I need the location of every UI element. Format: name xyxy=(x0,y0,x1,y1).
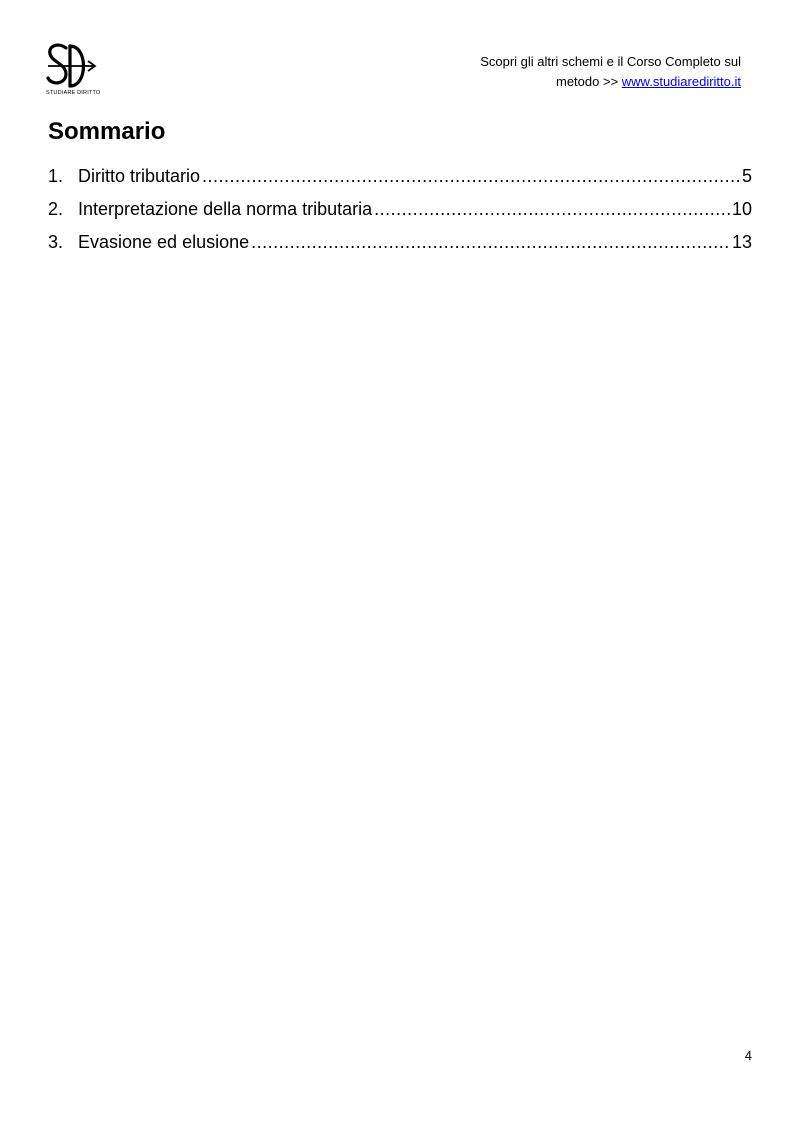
toc-entry-page: 13 xyxy=(731,232,752,252)
page-number: 4 xyxy=(744,1048,752,1063)
toc-entry-title: Diritto tributario xyxy=(78,166,201,186)
toc-entry-title: Interpretazione della norma tributaria xyxy=(78,199,373,219)
promo-line-2 xyxy=(421,72,741,92)
toc-entry-number: 2. xyxy=(48,199,64,219)
header-promo-note xyxy=(421,52,741,92)
toc-dot-leader xyxy=(251,228,730,256)
toc-dot-leader xyxy=(202,162,740,190)
toc-entry-number: 1. xyxy=(48,166,64,186)
table-of-contents xyxy=(48,162,752,261)
toc-entry-page: 10 xyxy=(731,199,752,219)
toc-entry-title: Evasione ed elusione xyxy=(78,232,250,252)
website-link[interactable]: www.studiarediritto.it xyxy=(621,74,741,89)
studiare-diritto-logo xyxy=(44,42,100,100)
toc-entry[interactable] xyxy=(48,195,752,228)
sd-logo-icon xyxy=(44,42,100,90)
toc-entry[interactable] xyxy=(48,162,752,195)
toc-entry-page: 5 xyxy=(741,166,752,186)
toc-entry[interactable] xyxy=(48,228,752,261)
promo-prefix: metodo >> xyxy=(556,74,622,89)
toc-title: Sommario xyxy=(48,118,166,145)
toc-entry-number: 3. xyxy=(48,232,64,252)
promo-line-1: Scopri gli altri schemi e il Corso Completo sul xyxy=(480,54,741,69)
toc-dot-leader xyxy=(374,195,730,223)
logo-caption: STUDIARE DIRITTO xyxy=(46,90,101,96)
